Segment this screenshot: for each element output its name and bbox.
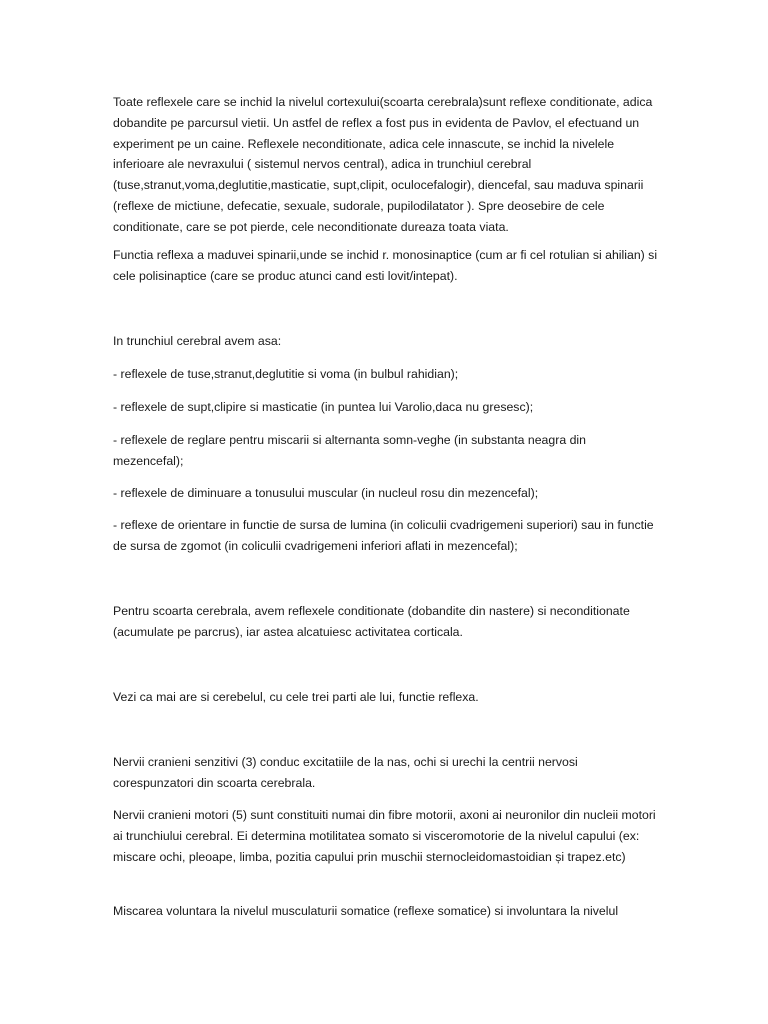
paragraph-cortex: Pentru scoarta cerebrala, avem reflexele conditionate (dobandite din nastere) si neconditionate (acumulate pe parcrus), iar astea alcatuiesc activitatea corticala.: [113, 604, 630, 639]
paragraph-motor-nerves: Nervii cranieni motori (5) sunt constituiti numai din fibre motorii, axoni ai neuronilor din nucleii motori ai trunchiului cerebral. Ei determina motilitatea somato si visceromotorie de la nivelul capului (ex: miscare ochi, pleoape, limba, pozitia capului prin muschii sternocleidomastoidian și trapez.etc): [113, 808, 656, 864]
list-item-cough-sneeze: - reflexele de tuse,stranut,deglutitie si voma (in bulbul rahidian);: [113, 367, 459, 381]
list-item-muscle-tone: - reflexele de diminuare a tonusului muscular (in nucleul rosu din mezencefal);: [113, 486, 539, 500]
paragraph-cerebellum: Vezi ca mai are si cerebelul, cu cele trei parti ale lui, functie reflexa.: [113, 690, 479, 704]
paragraph-spinal-cord-reflex: Functia reflexa a maduvei spinarii,unde se inchid r. monosinaptice (cum ar fi cel rotulian si ahilian) si cele polisinaptice (care se produc atunci cand esti lovit/intepat).: [113, 248, 658, 283]
list-item-suck-blink: - reflexele de supt,clipire si masticatie (in puntea lui Varolio,daca nu gresesc);: [113, 400, 534, 414]
paragraph-sensory-nerves: Nervii cranieni senzitivi (3) conduc excitatiile de la nas, ochi si urechi la centrii nervosi corespunzatori din scoarta cerebrala.: [113, 755, 578, 790]
paragraph-voluntary-movement: Miscarea voluntara la nivelul musculaturii somatice (reflexe somatice) si involuntara la nivelul: [113, 904, 619, 918]
paragraph-brainstem-intro: In trunchiul cerebral avem asa:: [113, 334, 282, 348]
list-item-orientation: - reflexe de orientare in functie de sursa de lumina (in coliculii cvadrigemeni superiori) sau in functie de sursa de zgomot (in coliculii cvadrigemeni inferiori aflati in mezencefal);: [113, 518, 654, 553]
list-item-movement-sleep: - reflexele de reglare pentru miscarii si alternanta somn-veghe (in substanta neagra din mezencefal);: [113, 433, 586, 468]
paragraph-conditioned-reflexes: Toate reflexele care se inchid la nivelul cortexului(scoarta cerebrala)sunt reflexe conditionate, adica dobandite pe parcursul vietii. Un astfel de reflex a fost pus in evidenta de Pavlov, el efectuand un experiment pe un caine. Reflexele neconditionate, adica cele innascute, se inchid la nivelele inferioare ale nevraxului ( sistemul nervos central), adica in trunchiul cerebral (tuse,stranut,voma,deglutitie,masticatie, supt,clipit, oculocefalogir), diencefal, sau maduva spinarii (reflexe de mictiune, defecatie, sexuale, sudorale, pupilodilatator ). Spre deosebire de cele conditionate, care se pot pierde, cele neconditionate dureaza toata viata.: [113, 95, 653, 234]
